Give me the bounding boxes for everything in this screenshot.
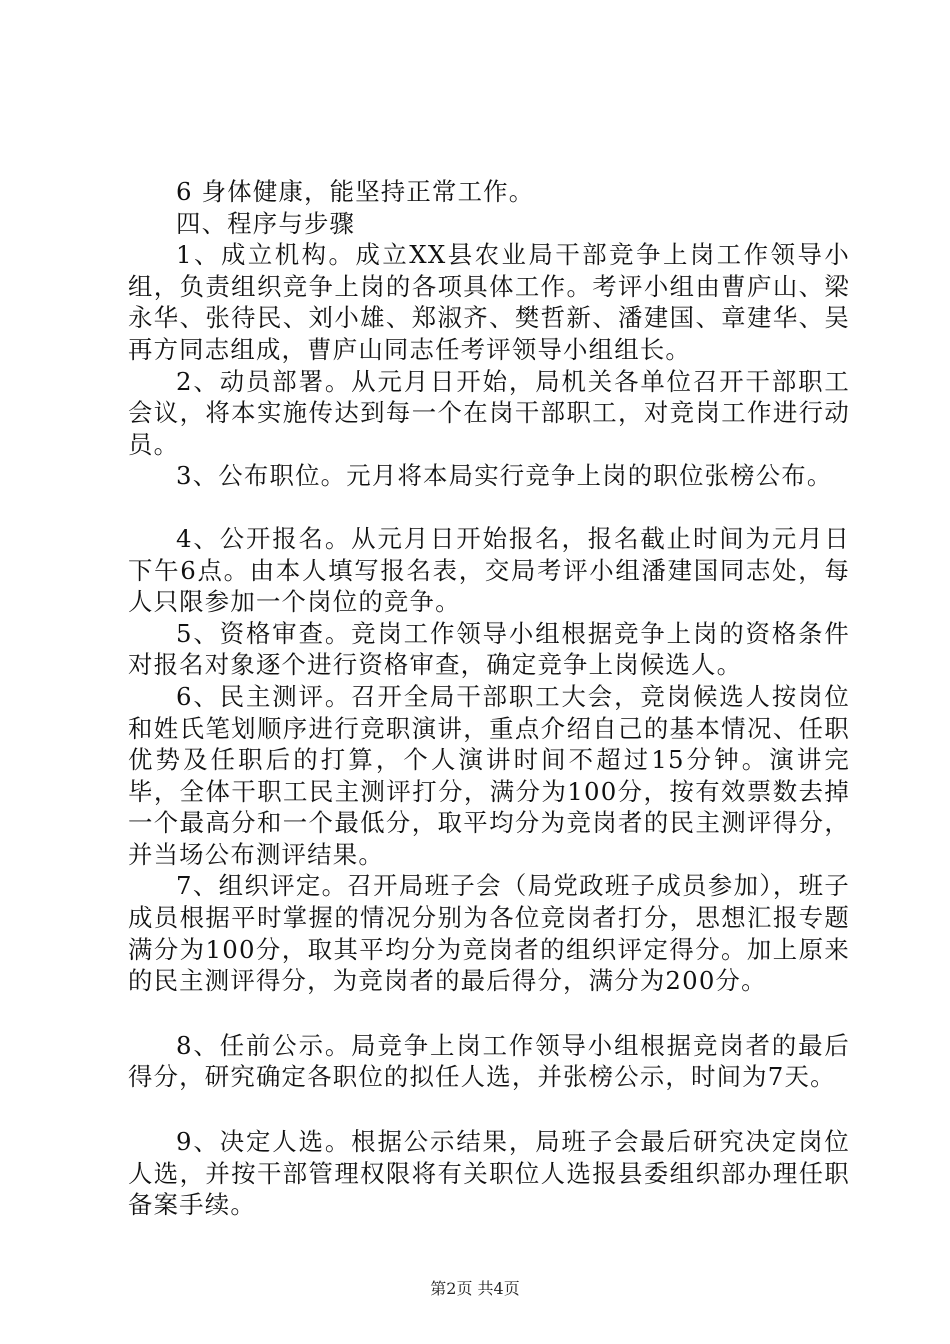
paragraph-step-6: 6、民主测评。召开全局干部职工大会，竞岗候选人按岗位和姓氏笔划顺序进行竞职演讲，重点介绍自己的基本情况、任职优势及任职后的打算，个人演讲时间不超过15分钟。演讲完毕，全体干职工民主测评打分，满分为100分，按有效票数去掉一个最高分和一个最低分，取平均分为竞岗者的民主测评得分，并当场公布测评结果。 xyxy=(128,681,850,869)
paragraph-step-2: 2、动员部署。从元月日开始，局机关各单位召开干部职工会议，将本实施传达到每一个在岗干部职工，对竞岗工作进行动员。 xyxy=(128,366,850,459)
paragraph-step-4: 4、公开报名。从元月日开始报名，报名截止时间为元月日下午6点。由本人填写报名表，交局考评小组潘建国同志处，每人只限参加一个岗位的竞争。 xyxy=(128,523,850,617)
paragraph-step-7: 7、组织评定。召开局班子会（局党政班子成员参加），班子成员根据平时掌握的情况分别为各位竞岗者打分，思想汇报专题满分为100分，取其平均分为竞岗者的组织评定得分。加上原来的民主测评得分，为竞岗者的最后得分，满分为200分。 xyxy=(128,871,850,996)
paragraph-step-1: 1、成立机构。成立XX县农业局干部竞争上岗工作领导小组，负责组织竞争上岗的各项具体工作。考评小组由曹庐山、梁永华、张待民、刘小雄、郑淑齐、樊哲新、潘建国、章建华、吴再方同志组成，曹庐山同志任考评领导小组组长。 xyxy=(128,240,850,364)
paragraph-health-requirement: 6 身体健康，能坚持正常工作。 xyxy=(176,177,535,206)
page-number-footer: 第2页 共4页 xyxy=(430,1279,520,1298)
paragraph-step-8: 8、任前公示。局竞争上岗工作领导小组根据竞岗者的最后得分，研究确定各职位的拟任人选，并张榜公示，时间为7天。 xyxy=(128,1030,850,1092)
document-body xyxy=(128,176,850,1221)
paragraph-step-5: 5、资格审查。竞岗工作领导小组根据竞争上岗的资格条件对报名对象逐个进行资格审查，确定竞争上岗候选人。 xyxy=(128,618,850,680)
paragraph-step-9: 9、决定人选。根据公示结果，局班子会最后研究决定岗位人选，并按干部管理权限将有关职位人选报县委组织部办理任职备案手续。 xyxy=(128,1127,850,1220)
section-heading-procedure: 四、程序与步骤 xyxy=(176,208,356,238)
paragraph-step-3: 3、公布职位。元月将本局实行竞争上岗的职位张榜公布。 xyxy=(176,461,833,491)
